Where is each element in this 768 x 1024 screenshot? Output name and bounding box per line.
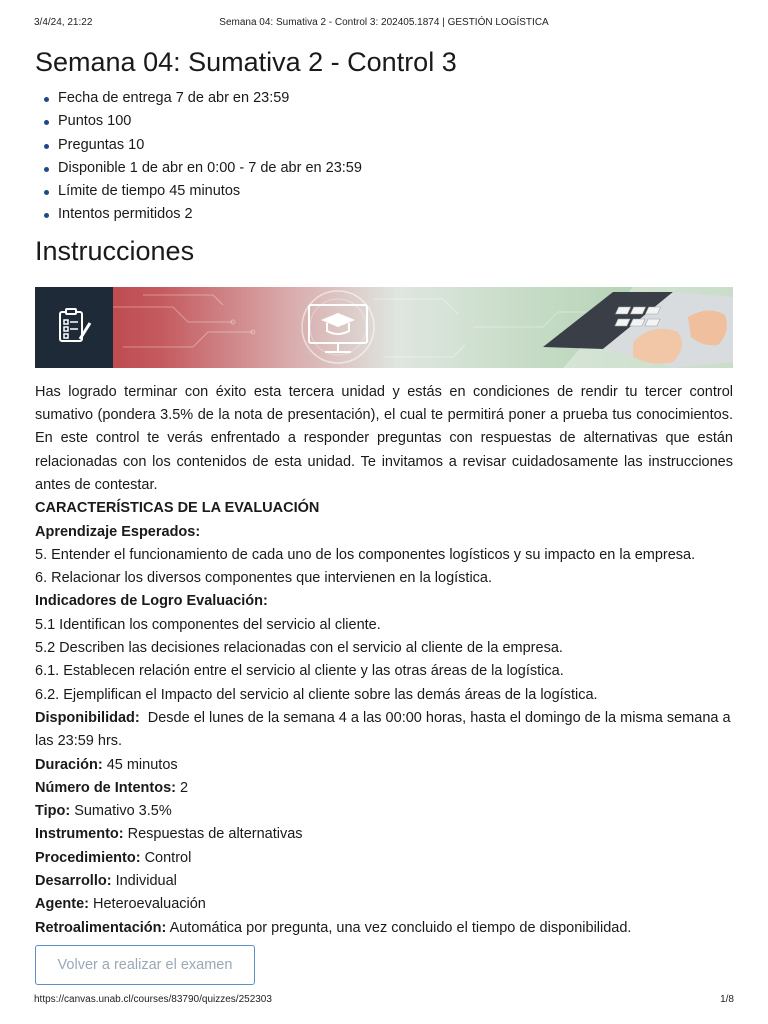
- detail-available: Disponible 1 de abr en 0:00 - 7 de abr en 23:59: [43, 157, 733, 180]
- graduation-cap-monitor-icon: [302, 291, 374, 363]
- indicator-item: 6.2. Ejemplifican el Impacto del servicio al cliente sobre las demás áreas de la logística.: [35, 686, 598, 703]
- field-value: Control: [140, 849, 192, 866]
- development-row: [35, 870, 733, 893]
- agent-row: [35, 893, 733, 916]
- page-title: Semana 04: Sumativa 2 - Control 3: [35, 47, 457, 77]
- print-url: https://canvas.unab.cl/courses/83790/quizzes/252303: [34, 994, 272, 1005]
- field-label: Duración:: [35, 756, 103, 773]
- intro-paragraph: Has logrado terminar con éxito esta tercera unidad y estás en condiciones de rendir tu tercer control sumativo (pondera 3.5% de la nota de presentación), el cual te permitirá poner a prueba tus conocimientos. En este control te verás enfrentado a responder preguntas con respuestas de alternativas que están relacionadas con los contenidos de esta unidad. Te invitamos a revisar cuidadosamente las instrucciones antes de contestar.: [35, 383, 733, 493]
- feedback-row: [35, 917, 733, 940]
- indicator-item: 5.2 Describen las decisiones relacionadas con el servicio al cliente de la empresa.: [35, 640, 563, 657]
- attempts-row: [35, 777, 733, 800]
- characteristics-heading: CARACTERÍSTICAS DE LA EVALUACIÓN: [35, 500, 320, 517]
- detail-time-limit: Límite de tiempo 45 minutos: [43, 180, 733, 203]
- learning-item: 6. Relacionar los diversos componentes que intervienen en la logística.: [35, 570, 493, 587]
- field-label: Tipo:: [35, 803, 71, 820]
- field-label: Agente:: [35, 896, 89, 913]
- field-label: Número de Intentos:: [35, 779, 176, 796]
- field-value: Sumativo 3.5%: [70, 803, 172, 820]
- retake-quiz-button[interactable]: Volver a realizar el examen: [35, 945, 255, 985]
- indicator-item: 6.1. Establecen relación entre el servicio al cliente y las otras áreas de la logística.: [35, 663, 564, 680]
- duration-row: [35, 754, 733, 777]
- instructions-heading: Instrucciones: [35, 235, 195, 266]
- circuit-graphic: [113, 287, 733, 368]
- detail-attempts: Intentos permitidos 2: [43, 203, 733, 226]
- laptop-typing-hands-graphic: [543, 287, 733, 368]
- quiz-details-list: [43, 87, 733, 227]
- availability-value: Desde el lunes de la semana 4 a las 00:00 horas, hasta el domingo de la misma semana a las 23:59 hrs.: [35, 709, 735, 750]
- field-label: Desarrollo:: [35, 873, 112, 890]
- field-label: Instrumento:: [35, 826, 124, 843]
- field-value: Individual: [111, 873, 177, 890]
- availability-row: [35, 707, 733, 754]
- field-value: 2: [175, 779, 189, 796]
- checklist-pencil-icon: [35, 287, 113, 368]
- field-value: 45 minutos: [102, 756, 178, 773]
- field-value: Respuestas de alternativas: [123, 826, 303, 843]
- learning-item: 5. Entender el funcionamiento de cada uno de los componentes logísticos y su impacto en la empresa.: [35, 546, 696, 563]
- detail-points: Puntos 100: [43, 110, 733, 133]
- field-value: Automática por pregunta, una vez concluido el tiempo de disponibilidad.: [166, 919, 632, 936]
- print-footer: [34, 994, 734, 1008]
- field-value: Heteroevaluación: [88, 896, 206, 913]
- instrument-row: [35, 823, 733, 846]
- print-page-number: 1/8: [720, 994, 734, 1005]
- instructions-banner: [35, 287, 733, 368]
- availability-label: Disponibilidad:: [35, 709, 140, 726]
- quiz-content: [35, 45, 733, 985]
- procedure-row: [35, 847, 733, 870]
- detail-due-date: Fecha de entrega 7 de abr en 23:59: [43, 87, 733, 110]
- print-header: [34, 17, 734, 31]
- field-label: Procedimiento:: [35, 849, 141, 866]
- detail-questions: Preguntas 10: [43, 134, 733, 157]
- indicators-heading: Indicadores de Logro Evaluación:: [35, 593, 268, 610]
- print-date: 3/4/24, 21:22: [34, 17, 93, 28]
- print-page-title: Semana 04: Sumativa 2 - Control 3: 202405.1874 | GESTIÓN LOGÍSTICA: [219, 17, 549, 28]
- indicator-item: 5.1 Identifican los componentes del servicio al cliente.: [35, 616, 381, 633]
- type-row: [35, 800, 733, 823]
- field-label: Retroalimentación:: [35, 919, 167, 936]
- learning-heading: Aprendizaje Esperados:: [35, 523, 201, 540]
